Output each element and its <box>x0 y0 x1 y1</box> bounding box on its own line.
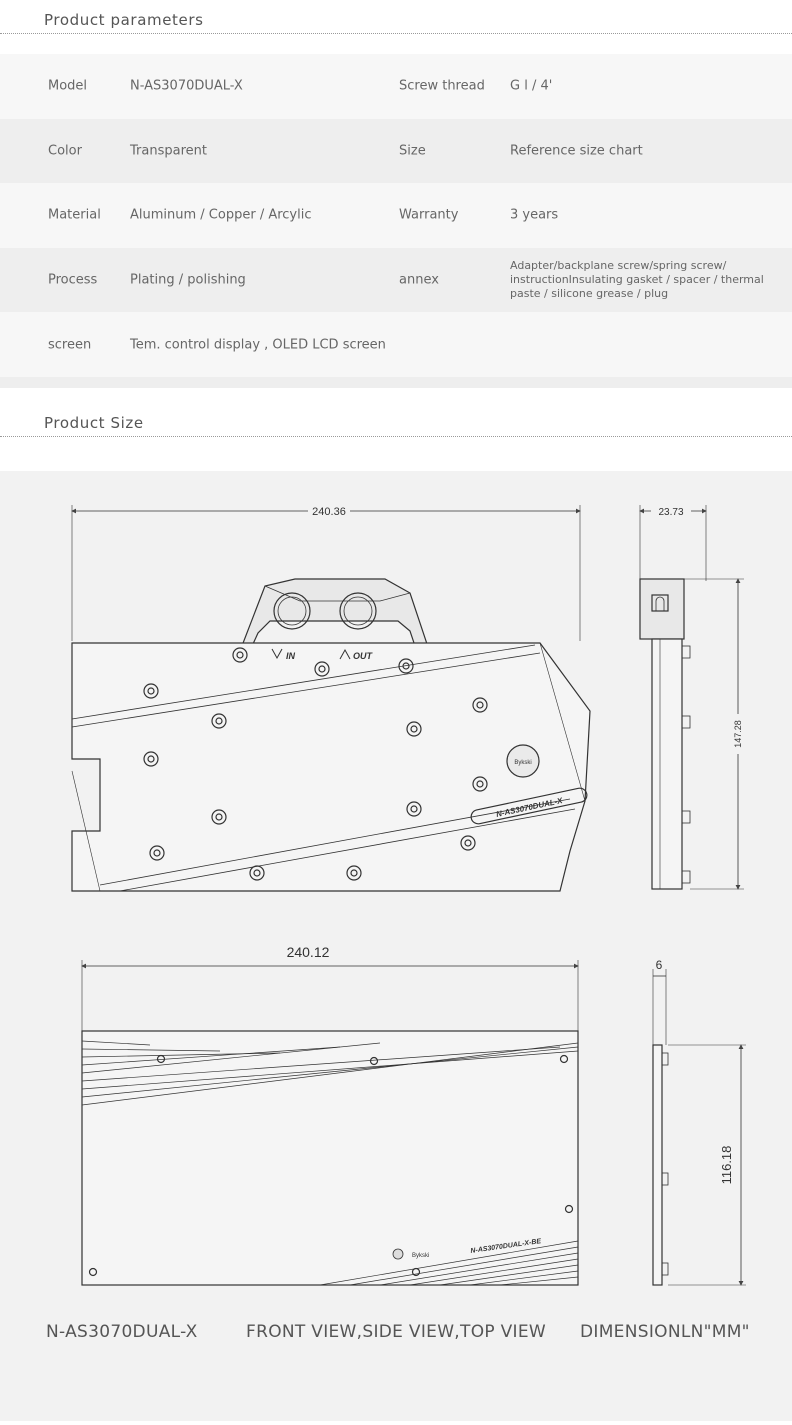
param-value: G l / 4' <box>510 78 553 94</box>
param-key: screen <box>48 337 92 353</box>
caption-dimension: DIMENSIONLN"MM" <box>580 1322 750 1342</box>
caption-model: N-AS3070DUAL-X <box>46 1322 198 1342</box>
product-parameters-header <box>0 0 792 34</box>
backplate-side <box>653 1045 662 1285</box>
front-view <box>72 504 590 891</box>
dim-side-height: 147.28 <box>733 720 743 748</box>
label-in: IN <box>286 651 295 661</box>
product-size-header <box>0 403 792 437</box>
param-key: Model <box>48 78 88 94</box>
back-logo-text: Bykski <box>412 1253 430 1259</box>
dim-back-height: 116.18 <box>719 1145 734 1185</box>
param-value: Transparent <box>130 143 207 159</box>
param-value: Adapter/backplane screw/spring screw/ instructionInsulating gasket / spacer / thermal paste / silicone grease / plug <box>510 259 764 301</box>
side-body <box>652 639 682 889</box>
param-value: 3 years <box>510 207 559 223</box>
param-value: Tem. control display , OLED LCD screen <box>130 337 386 353</box>
dimension-drawing <box>0 471 792 1421</box>
param-key: annex <box>399 272 439 288</box>
table-row <box>0 248 792 313</box>
table-row <box>0 54 792 119</box>
dim-side-width: 23.73 <box>658 507 684 518</box>
param-value: Aluminum / Copper / Arcylic <box>130 207 312 223</box>
param-value: N-AS3070DUAL-X <box>130 78 243 94</box>
front-model-text: N-AS3070DUAL-X <box>495 796 564 819</box>
section-title: Product Size <box>44 414 144 432</box>
dim-front-width: 240.36 <box>312 506 346 518</box>
parameters-table <box>0 54 792 388</box>
table-footer-strip <box>0 377 792 388</box>
caption-views: FRONT VIEW,SIDE VIEW,TOP VIEW <box>246 1322 547 1342</box>
label-out: OUT <box>353 651 372 661</box>
back-model-text: N-AS3070DUAL-X-BE <box>470 1238 542 1255</box>
logo-text: Bykski <box>514 760 532 766</box>
dim-back-width: 240.12 <box>286 944 330 960</box>
back-view <box>82 944 578 1285</box>
dimension-diagram-panel <box>0 471 792 1421</box>
param-key: Warranty <box>399 207 459 223</box>
param-key: Process <box>48 272 98 288</box>
table-row <box>0 183 792 248</box>
param-value: Reference size chart <box>510 143 643 159</box>
table-row <box>0 312 792 377</box>
side-view <box>640 504 745 889</box>
section-title: Product parameters <box>44 11 204 29</box>
param-key: Material <box>48 207 101 223</box>
back-side-view <box>653 958 746 1285</box>
table-row <box>0 119 792 184</box>
dim-back-side-width: 6 <box>655 958 663 972</box>
param-key: Color <box>48 143 82 159</box>
param-value: Plating / polishing <box>130 272 246 288</box>
param-key: Size <box>399 143 426 159</box>
side-terminal <box>640 579 684 639</box>
param-key: Screw thread <box>399 78 485 94</box>
